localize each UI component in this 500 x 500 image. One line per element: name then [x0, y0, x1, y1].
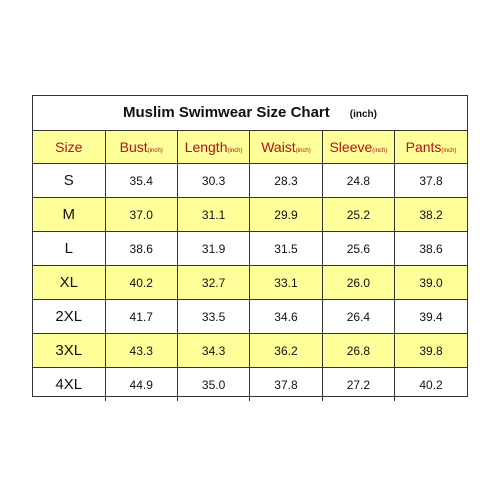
pants-cell: 40.2 [395, 368, 467, 402]
chart-title [33, 104, 467, 121]
chart-title-unit: (inch) [349, 109, 377, 120]
length-cell: 30.3 [177, 164, 249, 198]
sleeve-cell: 26.4 [322, 300, 394, 334]
length-cell: 33.5 [177, 300, 249, 334]
size-cell: 2XL [33, 300, 105, 334]
length-cell: 32.7 [177, 266, 249, 300]
size-cell: 3XL [33, 334, 105, 368]
header-label: Size [55, 139, 83, 155]
header-row [33, 131, 467, 164]
pants-cell: 38.6 [395, 232, 467, 266]
sleeve-cell: 25.2 [322, 198, 394, 232]
header-label: Sleeve [329, 139, 373, 155]
length-cell: 31.1 [177, 198, 249, 232]
pants-cell: 39.4 [395, 300, 467, 334]
waist-cell: 34.6 [250, 300, 322, 334]
bust-cell: 41.7 [105, 300, 177, 334]
chart-title-text: Muslim Swimwear Size Chart [123, 104, 330, 121]
length-cell: 34.3 [177, 334, 249, 368]
waist-cell: 36.2 [250, 334, 322, 368]
size-cell: M [33, 198, 105, 232]
header-bust [105, 131, 177, 164]
size-cell: XL [33, 266, 105, 300]
sleeve-cell: 25.6 [322, 232, 394, 266]
chart-title-row [33, 96, 467, 131]
header-unit: (inch) [372, 148, 388, 154]
header-waist [250, 131, 322, 164]
size-table [33, 131, 467, 401]
waist-cell: 37.8 [250, 368, 322, 402]
bust-cell: 40.2 [105, 266, 177, 300]
bust-cell: 44.9 [105, 368, 177, 402]
table-row [33, 232, 467, 266]
table-row [33, 334, 467, 368]
bust-cell: 37.0 [105, 198, 177, 232]
table-row [33, 198, 467, 232]
pants-cell: 39.8 [395, 334, 467, 368]
sleeve-cell: 27.2 [322, 368, 394, 402]
header-unit: (inch) [147, 148, 163, 154]
bust-cell: 38.6 [105, 232, 177, 266]
header-length [177, 131, 249, 164]
header-label: Bust [119, 139, 148, 155]
pants-cell: 37.8 [395, 164, 467, 198]
waist-cell: 31.5 [250, 232, 322, 266]
header-label: Waist [261, 139, 296, 155]
sleeve-cell: 24.8 [322, 164, 394, 198]
table-row [33, 164, 467, 198]
header-pants [395, 131, 467, 164]
size-cell: L [33, 232, 105, 266]
table-row [33, 266, 467, 300]
header-unit: (inch) [295, 148, 311, 154]
table-row [33, 368, 467, 402]
header-size [33, 131, 105, 164]
bust-cell: 43.3 [105, 334, 177, 368]
table-row [33, 300, 467, 334]
pants-cell: 38.2 [395, 198, 467, 232]
length-cell: 35.0 [177, 368, 249, 402]
size-cell: 4XL [33, 368, 105, 402]
size-cell: S [33, 164, 105, 198]
pants-cell: 39.0 [395, 266, 467, 300]
length-cell: 31.9 [177, 232, 249, 266]
header-unit: (inch) [227, 148, 243, 154]
header-label: Pants [405, 139, 442, 155]
waist-cell: 29.9 [250, 198, 322, 232]
bust-cell: 35.4 [105, 164, 177, 198]
sleeve-cell: 26.0 [322, 266, 394, 300]
size-chart [32, 95, 468, 397]
header-unit: (inch) [441, 148, 457, 154]
header-label: Length [184, 139, 228, 155]
waist-cell: 28.3 [250, 164, 322, 198]
header-sleeve [322, 131, 394, 164]
waist-cell: 33.1 [250, 266, 322, 300]
sleeve-cell: 26.8 [322, 334, 394, 368]
